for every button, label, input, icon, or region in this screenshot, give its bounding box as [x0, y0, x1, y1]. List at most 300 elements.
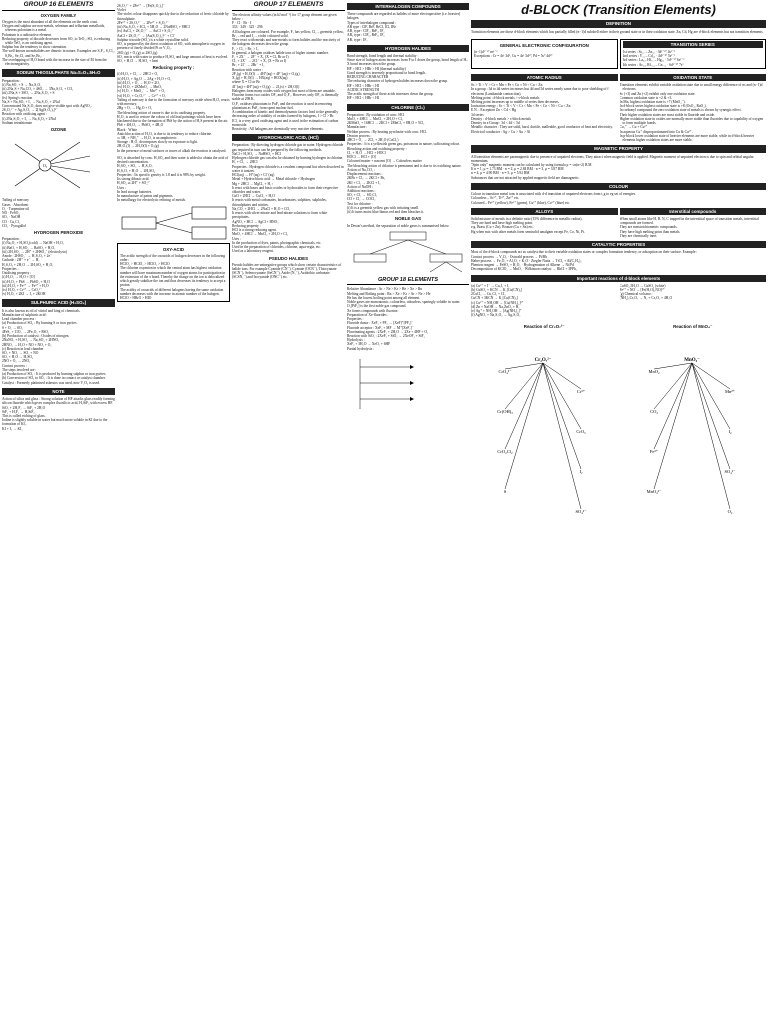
magnetic-property-lines	[471, 155, 766, 180]
definition-title: DEFINITION	[471, 20, 766, 27]
equation-line: MnO₂ + 4HCl → MnCl₂ + 2H₂O + Cl₂	[232, 232, 289, 237]
transition-series-lines	[623, 50, 764, 67]
reaction-line: (g) Chemical volcano :	[619, 292, 653, 297]
colour-line: Colourless – Sc³⁺, Ti⁴⁺, Zn²⁺ etc.	[471, 196, 520, 201]
note-line: SiF₄ + H₂F₂ → H₂SiF₆	[2, 409, 35, 414]
series-line: 2nd series : Y₃₉ – Cd₄₈ · 4d¹⁻¹⁰ 5s¹⁻²	[622, 54, 676, 59]
chlorine-title: CHLORINE (Cl₂)	[347, 104, 469, 111]
equation-line: 2Fe³⁺ + 2S₂O₃²⁻ → 2Fe²⁺ + S₄O₆²⁻	[117, 20, 169, 25]
equation-line: The electron affinity values (in kJ mol⁻¹) for 17 group element are given below :	[232, 12, 337, 21]
catalyst-line: Phenton reagent → FeSO₄ + H₂O₂ · Hydrogenation of Alkene → Ni/Pd	[471, 263, 574, 268]
equation-line: Noble gases are monoatomic, colourless, odourless, sparingly soluble in water.	[347, 300, 461, 305]
tree-branch	[654, 363, 692, 369]
equation-line: Uses :	[117, 185, 126, 190]
equation-line: Preparation of Xe-fluorides :	[347, 312, 389, 317]
equation-line: Used in the preparation of chlorides, chlorine, aqua-regia, etc.	[232, 245, 322, 250]
tree-product-node: MnO₄²⁻	[646, 488, 661, 494]
catalytic-title: CATALYTIC PROPERTIES	[471, 241, 766, 248]
equation-line: HCl(aq) → H⁺(aq) + Cl⁻(aq)	[232, 173, 275, 178]
oxy-acid-line: The acidic strength of the oxoacids of halogen decreases in the following order:	[120, 253, 226, 262]
equation-line: 2KMnO₄ + 16HCl → 2KCl + 2MnCl₂ + 8H₂O + 5Cl₂	[347, 121, 425, 126]
equation-line: H₂O₂ is used to restore the colour of old lead paintings which have been blackened due to the formation of PbS by the action of H₂S present in the air.	[117, 114, 229, 124]
equation-line: ⇒ 3H₂ + NH₄⁺ → H₂O₂ is an amphoteric.	[117, 135, 178, 140]
equation-line: (iii) 2Na₂S + 3SO₂ → 2Na₂S₂O₃ + S	[2, 91, 55, 96]
tree-product-node: CrO₅	[576, 428, 586, 434]
tree-product-node: I₂	[579, 468, 583, 474]
alloy-line: e.g. Brass (Cu + Zn), Bronze (Cu + Sn) etc.	[471, 225, 534, 230]
tree-product-node: SO₄²⁻	[575, 508, 587, 514]
note-line: This is called etching of glass.	[2, 414, 46, 419]
equation-line: (i) H₂O₂ + Cl₂ → 2HCl + O₂	[117, 72, 159, 77]
reaction-line: (d) Zn + NaOH → Na₂ZnO₂ + H₂	[471, 304, 520, 309]
equation-line: ICl₃ is a very good oxidising agent and is used in the estimation of carbon monoxide.	[232, 118, 339, 127]
radius-line: E.N. : Exception Zn < Cd < Hg	[471, 108, 517, 113]
equation-line: It react with bases and basic oxides or hydroxides to form their respective chlorides and water.	[232, 185, 338, 194]
oxidation-line: Sc (+3) and Zn (+2) exhibit only one oxidation state.	[619, 91, 696, 96]
pseudo-halides-section	[232, 263, 345, 280]
equation-line: Na₂S + Na₂SO₃ + I₂ → Na₂S₂O₃ + 2NaI	[2, 99, 60, 104]
tree-product-node: O₂	[727, 508, 732, 514]
fact-item: The overlapping of H₂O bond with the increase in the size of M from the electronegativity.	[2, 57, 107, 67]
equation-line: Preparation :	[2, 237, 21, 242]
equation-line: 4I⁻(aq) + 4H⁺(aq) + O₂(g) → 2I₂(s) + 2H₂O(l)	[232, 84, 300, 89]
oxidation-line: In Mn, highest oxidation state is +7 (MnO₄⁻).	[619, 100, 686, 104]
equation-line: Fluorinating agents : 2XeF₂ + 2H₂O → 2Xe + 4HF + O₂	[347, 329, 429, 334]
equation-line: Relative Abundance : Ar > Ne > Kr > He > Xe > Rn	[347, 287, 423, 292]
equation-line: In general, a halogen oxidises halide ions of higher atomic number.	[232, 50, 329, 55]
equation-line: (i) 2Na₂S₂O₃ + I₂ → Na₂S₄O₆ + 2NaI	[2, 116, 56, 121]
oxy-acid-box	[117, 243, 230, 303]
equation-line: HOCl → HCl + [O]	[347, 155, 376, 160]
equation-line: (vi) H₂O₂ + Cr₂O₇²⁻ → Cr³⁺ + O₂	[117, 93, 166, 98]
reactions-right	[620, 284, 767, 318]
equation-line: (c) Reaction in lead chamber	[2, 346, 44, 351]
equation-line: (iii) H₂O₂ + Fe²⁺ → Fe³⁺ + H₂O	[2, 283, 49, 288]
equation-line: Types of interhalogen compound :	[347, 20, 397, 25]
equation-line: Hydrogen chloride gas can also be obtained by burning hydrogen in chlorine.	[232, 156, 344, 161]
reaction-line: 2CuCl₂ → Cu₂Cl₂ + Cl₂	[471, 292, 506, 297]
equation-line: H₂SO₄ ⇌ 2H⁺ + SO₄²⁻	[117, 181, 151, 186]
equation-line: 4HCl + O₂ → 2Cl₂ + 2H₂O (CuCl₂)	[347, 138, 399, 143]
oxidation-line: Higher oxidation state in oxides are normally more stable than fluorides due to capability of oxygen to form multiple bonds.	[619, 116, 764, 126]
tree-product-node: S	[503, 488, 507, 494]
tree-branch	[505, 363, 543, 449]
equation-line: AB₃ type : ClF₃, BrF₃, IF₃	[347, 29, 385, 34]
equation-line: It is also known as oil of vitriol and king of chemicals.	[2, 308, 81, 313]
chlorine-section	[347, 113, 469, 215]
equation-line: Partial hydrolysis :	[347, 346, 375, 351]
magnetic-line: Substances that are not attracted by applied magnetic field are diamagnetic.	[471, 175, 580, 180]
reaction-line: (f) AgNO₃ + Na₂S₂O₃ → Ag₂S₂O₃	[471, 313, 521, 318]
fact-item: The well known monohalides are dimeric in nature. Examples are S₂F₂, S₂Cl₂, S₂Br₂, Se₂Cl₂ and Se₂Br₂.	[2, 49, 115, 58]
equation-line: SO₃ is prepared by the direct oxidation of SO₂ with atmospheric oxygen in presence of finely divided Pt or V₂O₅.	[117, 42, 225, 51]
magnetic-line: "Spin only" magnetic moment can be calculated by using formula μ = √n(n+2) B.M.	[471, 163, 593, 167]
reaction-line: Fe²⁺ + NO → [Fe(H₂O)₅NO]²⁺	[619, 287, 665, 292]
oxidation-line: Common oxidation state is +2 & +3.	[619, 95, 673, 100]
equation-line: AuCl + 2S₂O₃²⁻ → [Au(S₂O₃)₂]³⁻ + Cl⁻	[117, 33, 176, 38]
reactions-block	[471, 284, 766, 318]
tree-center-node: MnO₄⁻	[683, 357, 700, 363]
equation-line: NaCl + H₂SO₄ → NaHSO₄ + HCl	[232, 151, 281, 156]
config-line: (n−1)d¹⁻¹⁰ ns¹⁻²	[474, 49, 498, 54]
equation-line: 2S₂O₃²⁻ + 2Fe³⁺ → [Fe(S₂O₃)₂]⁻	[117, 4, 166, 8]
thiosulphate-continued	[117, 4, 230, 63]
tree-branch	[543, 363, 581, 429]
colour-line: Coloured – Fe³⁺ (yellow), Fe²⁺ (green), Cu²⁺ (blue), Co²⁺ (blue) etc.	[471, 200, 571, 205]
equation-line: Mg + 2HCl → MgCl₂ + H₂↑	[232, 181, 274, 186]
equation-line: Reaction with oxidising agent :	[2, 112, 47, 117]
equation-line: HF < HCl < HBr < HI	[347, 96, 380, 101]
oxidation-line: In carbonyl compound the zero oxidation state of metals is shown by synergic effect.	[619, 108, 742, 113]
equation-line: Gases · Absorbent	[2, 202, 29, 207]
equation-line: Coloured matter + nascent [O] → Colourless matter	[347, 159, 422, 164]
equation-line: (a) Production of SO₂ : By burning S or iron pyrites	[2, 321, 77, 326]
oxidation-line: In p-block lower oxidation state of heavier elements are more stable, while in d-block heavier elements higher oxidation states are more stable.	[619, 133, 755, 143]
equation-line: MnO₂ + 4HCl → MnCl₂ + 2H₂O + Cl₂	[347, 117, 404, 122]
equation-line: (a) Production of SO₂ : It is produced by burning sulphur or iron pyrites.	[2, 372, 107, 377]
gec-lines	[474, 50, 615, 58]
dewar-method-diagram	[350, 230, 466, 274]
magnetic-line: All transition elements are paramagnetic due to presence of unpaired electrons. They attract when magnetic field is applied. Magnetic moment of unpaired electron is due to spin and orbital angular momentum.	[471, 154, 754, 163]
equation-line: AB₇ type : IF₇	[347, 37, 368, 42]
radius-line: 3d series	[471, 112, 484, 117]
equation-line: AB type : ClF, BrF, BrCl, ICl, IBr	[347, 24, 396, 29]
equation-line: AgNO₃ + HCl → AgCl + HNO₃	[232, 219, 279, 224]
equation-line: Deacon process :	[347, 133, 372, 138]
reaction-line: (c) Cu²⁺ + NH₄OH → [Cu(NH₃)₄]²⁺	[471, 300, 524, 305]
oxidation-state-title: OXIDATION STATE	[620, 74, 767, 81]
oxidation-line: Transition elements exhibit variable oxidation state due to small energy difference of ns and (n−1)d electrons.	[619, 83, 763, 92]
equation-line: X₂(g) + H₂O(l) → HX(aq) + HOX(aq)	[232, 76, 288, 81]
equation-line: (iv) H₂O₂ + Cr³⁺ → CrO₄²⁻	[2, 288, 42, 293]
ozone-center-label: O₃	[42, 163, 47, 169]
interstitial-line: They are chemically inert.	[619, 233, 658, 238]
equation-line: Hydrolysis :	[347, 338, 365, 343]
note-line: KI + I₂ → KI₃	[2, 426, 23, 431]
alloy-line: Hg when mix with other metals form semisolid amalgam except Fe, Co, Ni, Pt.	[471, 229, 585, 234]
equation-line: Manufacture :	[347, 125, 368, 130]
equation-line: He has the lowest boiling point among all element.	[347, 295, 421, 300]
equation-line: (i) It is a greenish yellow gas with irritating smell.	[347, 205, 420, 210]
equation-line: CO + Cl₂ → COCl₂	[347, 197, 376, 202]
alloys-title: ALLOYS	[471, 208, 618, 215]
note-line: SiO₂ + 2H₂F₂ → SiF₄ + 2H₂O	[2, 405, 46, 410]
radius-line: Melting point : d-block metals > s-block metals	[471, 95, 540, 100]
oxidation-line: In aqueous Cu⁺ disproportionated into Cu & Cu²⁺.	[619, 129, 693, 134]
equation-line: Oxidising property :	[2, 271, 32, 276]
equation-line: where X = Cl or Br	[232, 80, 260, 85]
reaction-line: CuCN + 3KCN → K₃[Cu(CN)₄]	[471, 296, 518, 301]
text-line: Pseudo halides are uninegative groups which show certain characteristics of halide ions. For example Cyanide (CN⁻), Cyanate (OCN⁻), Thiocyanate (SCN⁻), Selenocyanate (SeCN⁻), Azide (N₃⁻), Azidothio carbonate (SCSN₃⁻) and Isocyanide (ONC⁻) etc.	[232, 262, 342, 280]
ozone-diagram	[5, 134, 113, 196]
reactions-title: Important reactions of d-block elements	[471, 275, 766, 282]
equation-line: F₂ + 2X⁻ → 2F⁻ + X₂ (X = Cl, Br or I)	[232, 55, 289, 59]
config-line: Exceptions : Cr = 4s¹ 3d⁵, Cu = 4s¹ 3d¹⁰, Pd = 5s⁰ 4d¹⁰	[474, 54, 553, 59]
sulphuric-acid-continued	[117, 156, 230, 203]
radius-line: Sc > Ti > V > Cr ≈ Mn ≈ Fe ≈ Co ≈ Ni < Cu < Zn	[471, 83, 543, 88]
equation-line: (ii) H₂O₂ + PbS → PbSO₄ + H₂O	[2, 279, 50, 284]
oxidation-line: Cu₂⁺ → Cu + Cu²⁺	[619, 125, 648, 130]
equation-line: Storage : H₂O₂ decomposes slowly on exposure to light.	[117, 140, 198, 145]
equation-line: Violet	[117, 8, 126, 13]
definition-text: Transition elements are those d-block elements which has partially filled (n−1)d subshell either in their ground state or in their oxidation state. Zn, Cd, Hg are d-block elements but not transition elements.	[471, 29, 764, 34]
equation-line: Xe forms compounds with fluorine.	[347, 308, 399, 313]
dichromate-title: Reaction of Cr₂O₇²⁻	[523, 323, 565, 329]
series-line: 3rd series : La₅₇, Hf₇₂ – Hg₈₀ · 5d¹⁻¹⁰ 6s¹⁻²	[622, 58, 685, 63]
group17-title: GROUP 17 ELEMENTS	[232, 0, 345, 11]
equation-line: Weldon process : By heating pyrolusite with conc. HCl.	[347, 129, 428, 134]
alloys-block	[471, 205, 618, 238]
gec-title: GENERAL ELECTRONIC CONFIGURATION	[499, 42, 589, 48]
equation-line: Preparation :	[2, 78, 21, 83]
interstitial-line: They are nonstoichiometric compounds.	[619, 225, 678, 230]
equation-line: In lead storage batteries.	[117, 189, 153, 194]
equation-line: REDUCING CHARACTER	[347, 75, 389, 80]
tree-product-node: Cr(OH)₃	[497, 408, 513, 414]
oxy-acid-section	[120, 254, 227, 301]
equation-line: The steps involved are :	[2, 367, 37, 372]
equation-line: H₂S₂O₈ + 2H₂O → 2H₂SO₄ + H₂O₂	[2, 262, 54, 267]
equation-line: (i) H₂O₂ → H₂O + [O]	[2, 275, 35, 280]
equation-line: Anode : 2HSO₄⁻ → H₂S₂O₈ + 2e⁻	[2, 254, 52, 259]
equation-line: 2NO + O₂ → 2NO₂	[2, 359, 31, 364]
equation-line: Cl₂ + 2X⁻ → 2Cl⁻ + X₂ (X = Br or I)	[232, 59, 287, 64]
interstitial-line: They have high melting point than metals.	[619, 229, 681, 234]
equation-line: (ii) H₂O₂ + Ag₂O → 2Ag + H₂O + O₂	[117, 76, 172, 81]
tree-product-node: CO₂	[649, 408, 658, 414]
equation-line: (iii) H₂O₂ + O₃ → H₂O + 2O₂	[117, 80, 160, 85]
equation-line: Catalyst : Formerly platinised asbestos was used, now V₂O₅ is used.	[2, 380, 100, 385]
transition-series-title: TRANSITION SERIES	[623, 41, 764, 48]
column-halogen-compounds	[347, 0, 469, 1024]
equation-line: The bleaching action of chlorine is permanent and is due to its oxidising nature.	[347, 163, 462, 168]
equation-line: Fluoride donor : XeF₂ + PF₅ → [XeF]⁺[PF₆]⁻	[347, 321, 414, 326]
tree-product-node: Fe³⁺	[649, 448, 658, 454]
interstitial-title: Interstitial compounds	[620, 208, 767, 215]
equation-line: Reducing property :	[232, 223, 261, 228]
alloys-and-interstitial	[471, 205, 766, 238]
equation-line: Its strong dibasic acid.	[117, 177, 150, 182]
equation-line: CO · Cu₂Cl₂	[2, 219, 21, 224]
equation-line: Cl₂ + H₂O → HCl + HOCl	[347, 150, 386, 155]
equation-line: SO₃ is absorbed by conc. H₂SO₄ and then water is added to obtain the acid of desired concentration.	[117, 155, 229, 165]
hydrogen-halides-title: HYDROGEN HALIDES	[347, 45, 469, 52]
equation-line: (i) Na₂SO₃ + S → Na₂S₂O₃	[2, 82, 42, 87]
hydrogen-halides-section	[347, 54, 469, 101]
xenon-hydrolysis-diagram	[350, 353, 466, 413]
equation-line: Manufacture of sulphuric acid :	[2, 312, 48, 317]
equation-line: Properties : Its specific gravity is 1.8 and it is 98% by weight.	[117, 172, 206, 177]
equation-line: Tailing of mercury is due to the formation of mercury oxide when H₂O₂ reacts with mercury.	[117, 97, 230, 107]
equation-line: Antichlor action of H₂O₂ is due to its tendency to reduce chlorine.	[117, 131, 212, 136]
equation-line: SO₂ + Cl₂ → SO₂Cl₂	[347, 193, 378, 198]
interstitial-lines	[620, 217, 767, 238]
equation-line: (b) Conversion of SO₂ to SO₃ : It is done in contact or catalyst chamber.	[2, 376, 106, 381]
magnetic-line: n = 4, μ = 4.90 BM · n = 5, μ = 5.92 BM	[471, 171, 530, 176]
equation-line: O₂[PtF₆] is the first noble gas compound.	[347, 304, 407, 309]
equation-line: Bleaching action and oxidising property :	[347, 146, 407, 151]
equation-line: ACIDIC STRENGTH	[347, 87, 380, 92]
radius-line: Density in a Group : 3d < 4d < 5d	[471, 121, 520, 126]
oxy-acid-line: HClO > HBrO > HIO	[120, 296, 152, 301]
tree-branch	[692, 363, 730, 429]
equation-line: They react with metals and non-metals to form halides and the reactivity of the halogens decreases down the group.	[232, 38, 341, 47]
equation-line: Halogens form many oxides with oxygen but most of them are unstable.	[232, 88, 336, 93]
hcl-title: HYDROCHLORIC ACID, (HCl)	[232, 134, 345, 141]
equation-line: NO · FeSO₄	[2, 211, 20, 216]
equation-line: Na₂CO₃ + 2HCl → 2NaCl + H₂O + CO₂	[232, 206, 291, 211]
equation-line: In metallurgy for electrolytic refining of metals.	[117, 198, 186, 203]
equation-line: Addition reactions :	[347, 189, 376, 193]
equation-line: (i) Na₂O₂ + H₂SO₄(cold) → NaOH + H₂O₂	[2, 241, 64, 246]
note-section	[2, 397, 115, 431]
column-group16	[2, 0, 115, 1024]
equation-line: Sulphur trioxide (SO₃) is a white crystalline solid.	[117, 37, 189, 42]
oxidation-line: In d-block series highest oxidation state is +8 (OsO₄, RuO₄).	[619, 104, 707, 109]
thiosulphate-section	[2, 79, 115, 126]
equation-line: 2KI + Cl₂ → 2KCl + I₂	[347, 180, 381, 185]
equation-line: Test for chlorine :	[347, 201, 373, 206]
transition-series-box	[620, 39, 767, 69]
equation-line: O₂ · Turpentine oil	[2, 206, 30, 211]
equation-line: (ii) It turns moist blue litmus red and then bleaches it.	[347, 210, 425, 215]
equation-line: The acidic strength of these acids increases down the group.	[347, 92, 434, 97]
equation-line: HCl is a strong reducing agent.	[232, 228, 277, 233]
equation-line: (iv) Spring's reaction	[2, 95, 33, 100]
equation-line: In manufacture of paints and pigments.	[117, 194, 174, 199]
equation-line: SO₃ reacts with water to produce H₂SO₄ and large amount of heat is evolved.	[117, 54, 229, 59]
fact-item: Oxygen and sulphur are non-metals, selenium and tellurium metalloids, whereas polonium is a metal.	[2, 24, 105, 33]
equation-line: A combination of kinetic and thermodynamic factors lead to the generally decreasing order of stability of oxides formed by halogens, I > Cl > Br.	[232, 110, 339, 119]
group17-facts	[232, 13, 345, 132]
note-line: Action of silica and glass : Strong solution of HF attacks glass readily forming silicon fluoride which gives complex fluosilicic acid, H₂SiF₆ with excess HF.	[2, 397, 115, 406]
tree-product-node: CrO₂Cl₂	[497, 448, 513, 454]
atomic-radius-lines	[471, 83, 618, 134]
equation-line: 2HNO₃ → H₂O + NO + NO₂ + O₂	[2, 342, 52, 347]
colour-line: Colour in transition metal ions is associated with d-d transition of unpaired electrons from t₂g to eg set of energies.	[471, 192, 636, 197]
tree-branch	[654, 363, 692, 489]
equation-line: Reactivity : All halogens are chemically very reactive elements.	[232, 126, 324, 131]
equation-line: H₂SO₄ + SO₃ → H₂S₂O₇	[117, 164, 153, 169]
equation-line: CO₂ · Pyrogallol	[2, 223, 27, 228]
equation-line: (ii) 2Na₂S + Na₂CO₃ + 4SO₂ → 3Na₂S₂O₃ + CO₂	[2, 87, 74, 92]
equation-line: (iii) 2H₂SO₄ → 2H⁺ + 2HSO₄⁻ (electrolysis)	[2, 249, 68, 254]
equation-line: Properties : Hydrogen chloride is a covalent compound but when dissolved in water it ionizes.	[232, 164, 344, 173]
group18-section	[347, 287, 469, 351]
permanganate-tree	[620, 322, 767, 542]
h2so4-flow-diagram	[120, 205, 228, 241]
h2o2-section	[2, 237, 115, 296]
alloys-lines	[471, 217, 618, 234]
equation-line: Properties :	[347, 317, 364, 322]
ozone-section	[2, 198, 115, 228]
noble-gas-section	[347, 224, 469, 228]
equation-line: Fluorine forms two oxides OF₂ and O₂F₂. However, only OF₂ is thermally stable at 298 K.	[232, 93, 339, 102]
oxy-acid-line: HClO₄ > HClO₃ > HClO₂ > HClO	[120, 262, 170, 267]
pseudo-halides-title: PSEUDO HALIDES	[268, 255, 309, 261]
fact-item: Oxygen is the most abundant of all the elements on the earth crust.	[2, 19, 98, 24]
equation-line: Black · White	[117, 127, 138, 132]
equation-line: Tailing of mercury	[2, 198, 29, 203]
magnetic-property-title: MAGNETIC PROPERTY	[471, 145, 766, 152]
radius-and-oxidation	[471, 71, 766, 142]
sulphuric-acid-title: SULPHURIC ACID (H₂SO₄)	[2, 299, 115, 306]
equation-line: Reaction with SiO₂ : 2XeF₆ + SiO₂ → 2XeOF₄ + SiF₄	[347, 334, 425, 338]
equation-line: Fluoride acceptor : XeF₆ + MF → M⁺[XeF₇]⁻	[347, 325, 414, 330]
equation-line: HF > HCl > HBr > HI (thermal stability)	[347, 66, 406, 71]
equation-line: Good strength is inversely proportional to bond length.	[347, 70, 427, 75]
oxy-acid-line: The chlorine oxyanion in which the central atom has highest oxidation number will have maximum number of oxygen atoms for participation in the extension of the π bond. Thereby the charge on the ion is delocalized which greatly stabilize the ion and thus decreases its tendency to accept a proton.	[120, 266, 226, 288]
reaction-line: (a) Cu²⁺ + I⁻ → Cu₂I₂ + I₂	[471, 283, 510, 288]
equation-line: Bond strength, bond length and thermal stability :	[347, 54, 419, 59]
equation-line: Displacement reactions :	[347, 172, 383, 177]
equation-line: Metal + Hydrochloric acid → Metal chloride + Hydrogen	[232, 177, 315, 182]
equation-line: 2F₂(g) + H₂O(l) → 4H⁺(aq) + 4F⁻(aq) + O₂(g)	[232, 71, 300, 76]
equation-line: The violet colour disappears quickly due to the reduction of ferric chloride by thiosulphate.	[117, 12, 229, 21]
dichromate-reaction-diagram	[471, 331, 616, 541]
tree-branch	[654, 363, 692, 409]
equation-line: (iv) AuCl₃ + 2S₂O₃²⁻ → AuCl + S₄O₆²⁻	[117, 29, 175, 34]
equation-line: H₂S₂O₇ + H₂O → 2H₂SO₄	[117, 168, 156, 173]
reaction-line: (b) CuSO₄ + KCN → K₃[Cu(CN)₄]	[471, 287, 523, 292]
equation-line: (v) H₂O₂ + 2KI → I₂ + 2KOH	[2, 292, 46, 297]
equation-line: Preparation : By oxidation of conc. HCl	[347, 112, 405, 117]
radius-line: Density : d-block metals > s-block metals	[471, 116, 531, 121]
interstitial-line: When small atoms like H, B, N, C trapped in the interstitial space of transition metals, interstitial compounds are formed.	[619, 217, 759, 226]
tree-product-node: CrO₄²⁻	[498, 368, 512, 374]
electronic-config-box	[471, 39, 618, 69]
fact-item: Sulphur has the tendency to show catenation.	[2, 45, 67, 50]
radius-line: In a group : 3d to 4d series increases but 4d and 5d series nearly same due to poor shielding of f electrons (Lanthanide contraction).	[471, 87, 609, 96]
equation-line: Lead chamber process :	[2, 317, 37, 322]
equation-line: Properties :	[2, 266, 19, 271]
note-line: Iodine is slightly soluble in water but much more soluble in KI due to the formation of KI₃.	[2, 418, 108, 427]
interstitial-block	[620, 205, 767, 238]
catalyst-line: Decomposition of KClO₃ → MnO₂ · Wilkinson catalyst → RhCl + 3PPh₃	[471, 267, 578, 272]
alloy-line: Solid mixture of metals in a definite ratio (15% difference in metallic radius).	[471, 217, 583, 222]
d-block-title: d-BLOCK (Transition Elements)	[521, 2, 716, 17]
radius-line: Electrical conductor : Ag > Cu > Au > Al	[471, 129, 531, 134]
equation-line: (v) H₂O₂ + MnO₄⁻ → Mn²⁺ + O₂	[117, 89, 166, 94]
tree-branch	[543, 363, 581, 469]
equation-line: Since size of halogen atom increases from F to I down the group, bond length of H–X bond increases down the group.	[347, 58, 468, 67]
tree-product-node: I₂	[727, 428, 732, 434]
equation-line: H₂ + Cl₂ → 2HCl	[232, 160, 258, 165]
equation-line: 2Hg + O₃ → Hg₂O + O₂	[117, 106, 153, 111]
radius-line: Metallic character : They are solid, hard, ductile, malleable, good conductor of heat and electricity.	[471, 125, 613, 130]
equation-line: Properties : It is a yellowish green gas, poisonous in nature, suffocating odour.	[347, 142, 460, 147]
equation-line: Br₂ + 2I⁻ → 2Br⁻ + I₂	[232, 63, 265, 68]
equation-line: SO₂ · NaOH	[2, 215, 21, 220]
equation-line: Action of NaOH :	[347, 184, 373, 189]
permanganate-title: Reaction of MnO₄⁻	[673, 323, 713, 329]
reaction-line: CuSO₄.5H₂O → CuSO₄ (white)	[619, 283, 666, 288]
tree-product-node: SO₄²⁻	[723, 468, 736, 474]
reactions-left	[471, 284, 618, 318]
alloy-line: They are hard and have high melting point.	[471, 221, 534, 226]
equation-line: SO₃ + H₂O → H₂SO₄	[2, 355, 34, 360]
equation-line: Concentrated Na₂S₂O₃ does not give visible spot with AgNO₃.	[2, 104, 92, 109]
oxygen-family-subtitle: OXYGEN FAMILY	[40, 12, 77, 18]
hcl-section	[232, 143, 345, 253]
equation-line: SO₃ + H₂O → H₂SO₄ + heat	[117, 59, 159, 64]
equation-line: Melting and Boiling point : Rn > Xe > Kr > Ar > Ne > He	[347, 291, 431, 296]
equation-line: Preparation : By directing hydrogen chloride gas in water. Hydrogen chloride gas required in turn can be prepared by the following methods.	[232, 143, 344, 152]
sulphuric-acid-section	[2, 309, 115, 385]
tree-branch	[692, 363, 730, 469]
catalyst-line: Most of the d-block compounds act as catalyst due to their variable oxidation states or complex formation tendency, or adsorption on their surface. Example :	[471, 250, 698, 255]
equation-line: In the presence of metal surfaces or traces of alkali the reaction is catalysed.	[117, 148, 227, 153]
